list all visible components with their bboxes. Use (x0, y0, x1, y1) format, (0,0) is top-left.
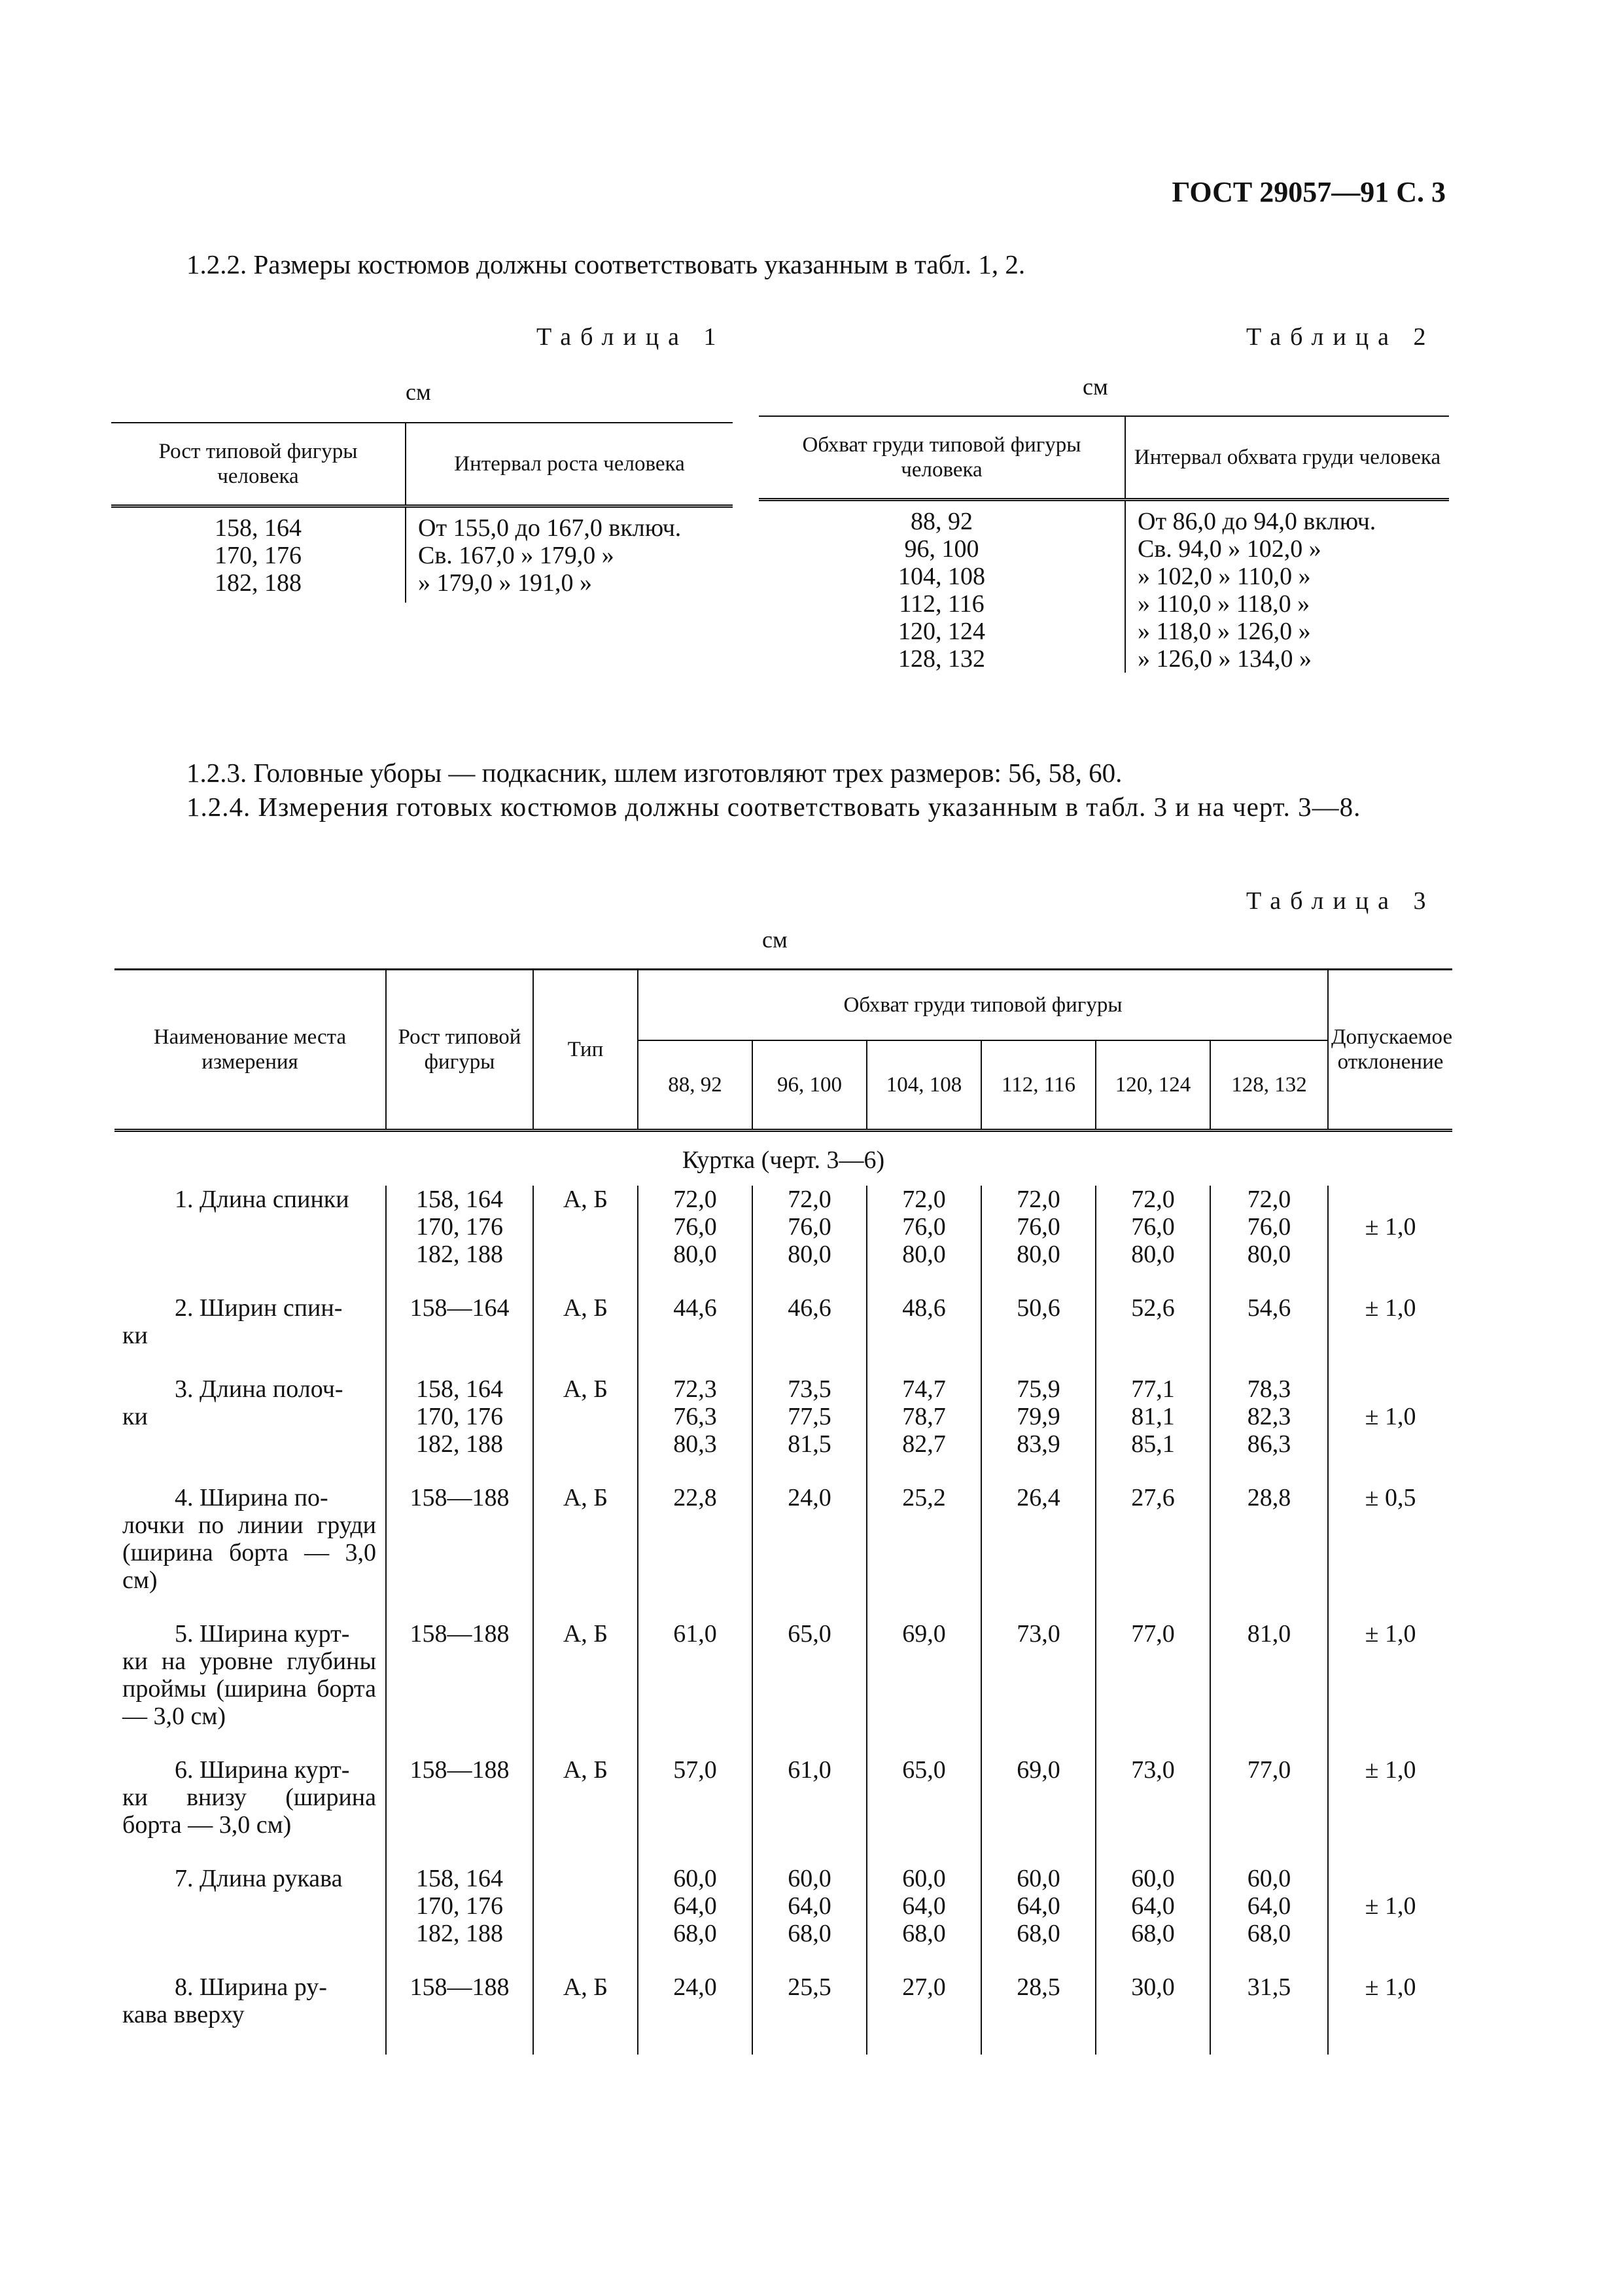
measurement-value: 68,0 (1017, 1920, 1060, 1947)
measurement-value: 80,0 (1247, 1241, 1291, 1268)
measurement-value: 64,0 (788, 1892, 831, 1920)
measurement-value-cell (752, 1620, 867, 1756)
measurement-value: 80,0 (1131, 1241, 1175, 1268)
table2-cell: 112, 116 (899, 590, 985, 618)
figure-height-value: 158, 164 (416, 1865, 503, 1892)
measurement-name-line: 3. Длина полоч- (175, 1375, 343, 1403)
table2-col-chest (759, 500, 1125, 673)
measurement-value-cell (752, 1186, 867, 1294)
measurement-value-cell (1210, 1375, 1328, 1484)
table2-cell: От 86,0 до 94,0 включ. (1138, 508, 1376, 535)
table2-cell: 96, 100 (904, 535, 979, 563)
measurement-name-continuation: ки (122, 1403, 148, 1430)
measurement-value: 81,5 (788, 1430, 831, 1458)
figure-height-value: 158—188 (410, 1756, 510, 1784)
figure-height-value: 170, 176 (416, 1403, 503, 1430)
measurement-value-cell (981, 1756, 1096, 1865)
paragraph-1-2-4: 1.2.4. Измерения готовых костюмов должны соответствовать указанным в табл. 3 и на черт. 3—8. (186, 792, 1361, 822)
figure-height-value: 158—188 (410, 1973, 510, 2001)
table-row (114, 1186, 1452, 1294)
figure-type (533, 1865, 638, 1973)
measurement-value: 69,0 (902, 1620, 946, 1648)
measurement-value: 72,0 (673, 1186, 717, 1213)
measurement-value: 72,0 (902, 1186, 946, 1213)
allowed-deviation: ± 1,0 (1328, 1186, 1452, 1294)
measurement-value-cell (981, 1294, 1096, 1375)
measurement-value: 61,0 (788, 1756, 831, 1784)
measurement-name (114, 1484, 386, 1620)
table3-header-name: Наименование места измерения (114, 970, 386, 1131)
measurement-value-cell (1096, 1375, 1210, 1484)
measurement-value-cell (1210, 1620, 1328, 1756)
figure-height-value: 158—188 (410, 1484, 510, 1511)
measurement-value: 25,2 (902, 1484, 946, 1511)
table1-cell: » 179,0 » 191,0 » (418, 569, 592, 597)
measurement-value: 26,4 (1017, 1484, 1060, 1511)
measurement-value: 68,0 (1247, 1920, 1291, 1947)
table-row (114, 1973, 1452, 2055)
measurement-value-cell (981, 1375, 1096, 1484)
measurement-value: 72,0 (1247, 1186, 1291, 1213)
paragraph-1-2-3: 1.2.3. Головные уборы — подкасник, шлем изготовляют трех размеров: 56, 58, 60. (186, 758, 1123, 788)
table2-cell: 120, 124 (898, 618, 985, 645)
table3-header-chest-size: 120, 124 (1096, 1040, 1210, 1131)
measurement-value-cell (1096, 1294, 1210, 1375)
measurement-value: 24,0 (788, 1484, 831, 1511)
table1-col-interval (406, 506, 733, 603)
measurement-value: 72,0 (1131, 1186, 1175, 1213)
table3-header-chest-size: 88, 92 (638, 1040, 752, 1131)
table1-cell: От 155,0 до 167,0 включ. (418, 514, 682, 542)
figure-height-value: 158, 164 (416, 1375, 503, 1403)
measurement-value: 57,0 (673, 1756, 717, 1784)
measurement-value-cell (752, 1484, 867, 1620)
table2-cell: » 126,0 » 134,0 » (1138, 645, 1312, 673)
measurement-value: 46,6 (788, 1294, 831, 1322)
table-row (114, 1484, 1452, 1620)
measurement-value: 73,0 (1131, 1756, 1175, 1784)
figure-height-value: 158—164 (410, 1294, 510, 1322)
measurement-value-cell (867, 1865, 981, 1973)
measurement-value: 83,9 (1017, 1430, 1060, 1458)
measurement-value: 80,3 (673, 1430, 717, 1458)
measurement-value: 77,0 (1247, 1756, 1291, 1784)
measurement-value: 74,7 (902, 1375, 946, 1403)
figure-height (386, 1865, 533, 1973)
table3-body (114, 1131, 1452, 2055)
measurement-name-line: 1. Длина спинки (175, 1186, 349, 1213)
figure-type: А, Б (533, 1484, 638, 1620)
table1-header-height: Рост типовой фигуры человека (111, 423, 406, 506)
measurement-value-cell (752, 1865, 867, 1973)
measurement-name-continuation: ки на уровне глубины проймы (ширина борта — 3,0 см) (122, 1648, 376, 1730)
measurement-value-cell (1210, 1186, 1328, 1294)
table1-cell: 170, 176 (215, 542, 302, 569)
measurement-name-continuation: лочки по линии груди (ширина борта — 3,0 см) (122, 1511, 376, 1594)
measurement-value: 25,5 (788, 1973, 831, 2001)
figure-height-value: 182, 188 (416, 1920, 503, 1947)
table3-header-chest-size: 128, 132 (1210, 1040, 1328, 1131)
measurement-value-cell (1096, 1620, 1210, 1756)
measurement-name-line: 2. Ширин спин- (175, 1294, 343, 1322)
measurement-value: 28,5 (1017, 1973, 1060, 2001)
figure-type: А, Б (533, 1294, 638, 1375)
measurement-value: 68,0 (1131, 1920, 1175, 1947)
figure-type: А, Б (533, 1620, 638, 1756)
measurement-value: 81,0 (1247, 1620, 1291, 1648)
measurement-value-cell (1096, 1484, 1210, 1620)
table-row (114, 1865, 1452, 1973)
measurement-value: 68,0 (902, 1920, 946, 1947)
measurement-value: 60,0 (788, 1865, 831, 1892)
measurement-name-line: 6. Ширина курт- (175, 1756, 350, 1784)
measurement-value-cell (867, 1756, 981, 1865)
measurement-value-cell (638, 1375, 752, 1484)
measurement-value: 60,0 (1247, 1865, 1291, 1892)
measurement-value-cell (867, 1186, 981, 1294)
measurement-value: 76,0 (902, 1213, 946, 1241)
measurement-value-cell (752, 1756, 867, 1865)
figure-height (386, 1375, 533, 1484)
table1-header-interval: Интервал роста человека (406, 423, 733, 506)
table-row (114, 1294, 1452, 1375)
measurement-name (114, 1756, 386, 1865)
paragraph-1-2-2: 1.2.2. Размеры костюмов должны соответствовать указанным в табл. 1, 2. (186, 249, 1026, 279)
table1-cell: 182, 188 (215, 569, 302, 597)
measurement-name (114, 1865, 386, 1973)
measurement-value-cell (1096, 1186, 1210, 1294)
measurement-value: 75,9 (1017, 1375, 1060, 1403)
measurement-value: 64,0 (1131, 1892, 1175, 1920)
measurement-value: 54,6 (1247, 1294, 1291, 1322)
figure-height (386, 1973, 533, 2055)
measurement-name-continuation: ки внизу (ширина борта — 3,0 см) (122, 1784, 376, 1839)
table2-cell: » 118,0 » 126,0 » (1138, 618, 1311, 645)
measurement-name-continuation: кава вверху (122, 2001, 245, 2028)
measurement-value: 80,0 (788, 1241, 831, 1268)
table1-col-height (111, 506, 406, 603)
measurement-value: 80,0 (902, 1241, 946, 1268)
allowed-deviation: ± 1,0 (1328, 1756, 1452, 1865)
table2-cell: Св. 94,0 » 102,0 » (1138, 535, 1321, 563)
figure-type: А, Б (533, 1186, 638, 1294)
measurement-value: 76,0 (673, 1213, 717, 1241)
measurement-value: 80,0 (1017, 1241, 1060, 1268)
measurement-value: 65,0 (902, 1756, 946, 1784)
table-1 (111, 422, 733, 603)
table-row (114, 1756, 1452, 1865)
measurement-value-cell (1210, 1756, 1328, 1865)
table3-caption: Таблица 3 (1246, 887, 1435, 915)
measurement-value-cell (638, 1973, 752, 2055)
measurement-value: 73,5 (788, 1375, 831, 1403)
measurement-value: 82,7 (902, 1430, 946, 1458)
measurement-value: 81,1 (1131, 1403, 1175, 1430)
measurement-name-line: 5. Ширина курт- (175, 1620, 350, 1648)
measurement-value-cell (981, 1186, 1096, 1294)
measurement-value: 60,0 (1017, 1865, 1060, 1892)
table-row (114, 1375, 1452, 1484)
table-2 (759, 415, 1449, 673)
measurement-value: 22,8 (673, 1484, 717, 1511)
table3-section-title: Куртка (черт. 3—6) (682, 1146, 885, 1174)
measurement-value-cell (752, 1294, 867, 1375)
measurement-value: 64,0 (902, 1892, 946, 1920)
table2-cell: 128, 132 (898, 645, 985, 673)
measurement-value: 76,3 (673, 1403, 717, 1430)
measurement-value-cell (638, 1484, 752, 1620)
measurement-value: 77,1 (1131, 1375, 1175, 1403)
measurement-value-cell (1096, 1973, 1210, 2055)
measurement-value-cell (867, 1973, 981, 2055)
measurement-value: 27,0 (902, 1973, 946, 2001)
measurement-name (114, 1620, 386, 1756)
figure-height (386, 1294, 533, 1375)
measurement-value: 72,0 (788, 1186, 831, 1213)
measurement-name-line: 8. Ширина ру- (175, 1973, 327, 2001)
measurement-value: 64,0 (1017, 1892, 1060, 1920)
measurement-name (114, 1186, 386, 1294)
measurement-name (114, 1294, 386, 1375)
measurement-value-cell (1210, 1294, 1328, 1375)
figure-height-value: 182, 188 (416, 1430, 503, 1458)
measurement-name-continuation: ки (122, 1322, 148, 1349)
table1-cell: 158, 164 (215, 514, 302, 542)
measurement-value: 80,0 (673, 1241, 717, 1268)
measurement-value: 28,8 (1247, 1484, 1291, 1511)
measurement-value-cell (867, 1294, 981, 1375)
measurement-value-cell (867, 1484, 981, 1620)
table1-unit: см (406, 379, 431, 405)
measurement-value: 72,0 (1017, 1186, 1060, 1213)
table2-unit: см (1083, 374, 1108, 400)
table3-header-deviation: Допускаемое отклонение (1328, 970, 1452, 1131)
measurement-value-cell (981, 1865, 1096, 1973)
measurement-value: 24,0 (673, 1973, 717, 2001)
table3-header-type: Тип (533, 970, 638, 1131)
measurement-value: 77,5 (788, 1403, 831, 1430)
measurement-value-cell (981, 1484, 1096, 1620)
measurement-value-cell (1210, 1865, 1328, 1973)
measurement-value: 64,0 (1247, 1892, 1291, 1920)
measurement-value: 78,3 (1247, 1375, 1291, 1403)
table-row (114, 1620, 1452, 1756)
measurement-value: 30,0 (1131, 1973, 1175, 2001)
measurement-value: 50,6 (1017, 1294, 1060, 1322)
measurement-value: 69,0 (1017, 1756, 1060, 1784)
table2-header-interval: Интервал обхвата груди человека (1125, 416, 1449, 500)
figure-height (386, 1620, 533, 1756)
measurement-value: 64,0 (673, 1892, 717, 1920)
figure-height-value: 158—188 (410, 1620, 510, 1648)
figure-type: А, Б (533, 1756, 638, 1865)
measurement-value: 27,6 (1131, 1484, 1175, 1511)
measurement-value: 52,6 (1131, 1294, 1175, 1322)
measurement-value: 48,6 (902, 1294, 946, 1322)
measurement-value: 68,0 (673, 1920, 717, 1947)
figure-height (386, 1484, 533, 1620)
measurement-value: 76,0 (1247, 1213, 1291, 1241)
table2-caption: Таблица 2 (1246, 323, 1435, 351)
measurement-value: 31,5 (1247, 1973, 1291, 2001)
measurement-value-cell (638, 1620, 752, 1756)
measurement-value: 82,3 (1247, 1403, 1291, 1430)
measurement-value: 77,0 (1131, 1620, 1175, 1648)
measurement-value-cell (1210, 1484, 1328, 1620)
table3-header-chest-size: 104, 108 (867, 1040, 981, 1131)
table2-cell: 88, 92 (911, 508, 973, 535)
figure-type: А, Б (533, 1973, 638, 2055)
figure-height-value: 170, 176 (416, 1892, 503, 1920)
measurement-value: 78,7 (902, 1403, 946, 1430)
measurement-name (114, 1375, 386, 1484)
allowed-deviation: ± 1,0 (1328, 1375, 1452, 1484)
allowed-deviation: ± 1,0 (1328, 1294, 1452, 1375)
measurement-value: 85,1 (1131, 1430, 1175, 1458)
measurement-value-cell (981, 1620, 1096, 1756)
figure-type: А, Б (533, 1375, 638, 1484)
allowed-deviation: ± 1,0 (1328, 1865, 1452, 1973)
allowed-deviation: ± 0,5 (1328, 1484, 1452, 1620)
measurement-name-line: 4. Ширина по- (175, 1484, 328, 1511)
measurement-name (114, 1973, 386, 2055)
measurement-value-cell (1096, 1756, 1210, 1865)
measurement-value: 68,0 (788, 1920, 831, 1947)
table2-cell: » 102,0 » 110,0 » (1138, 563, 1311, 590)
figure-height-value: 158, 164 (416, 1186, 503, 1213)
measurement-value: 76,0 (788, 1213, 831, 1241)
figure-height (386, 1186, 533, 1294)
table3-header-chest-size: 112, 116 (981, 1040, 1096, 1131)
table1-caption: Таблица 1 (536, 323, 725, 351)
figure-height-value: 170, 176 (416, 1213, 503, 1241)
measurement-value: 44,6 (673, 1294, 717, 1322)
measurement-value: 73,0 (1017, 1620, 1060, 1648)
table3-unit: см (762, 927, 788, 953)
measurement-value: 76,0 (1131, 1213, 1175, 1241)
measurement-value-cell (638, 1865, 752, 1973)
measurement-value-cell (1096, 1865, 1210, 1973)
table3-header-chest: Обхват груди типовой фигуры (638, 970, 1328, 1041)
measurement-value-cell (638, 1756, 752, 1865)
allowed-deviation: ± 1,0 (1328, 1973, 1452, 2055)
measurement-value: 76,0 (1017, 1213, 1060, 1241)
table2-header-chest: Обхват груди типовой фигуры человека (759, 416, 1125, 500)
measurement-value: 61,0 (673, 1620, 717, 1648)
measurement-value: 86,3 (1247, 1430, 1291, 1458)
measurement-value-cell (752, 1973, 867, 2055)
measurement-value-cell (1210, 1973, 1328, 2055)
measurement-value: 60,0 (673, 1865, 717, 1892)
measurement-value-cell (638, 1186, 752, 1294)
allowed-deviation: ± 1,0 (1328, 1620, 1452, 1756)
table2-cell: 104, 108 (898, 563, 985, 590)
measurement-value: 72,3 (673, 1375, 717, 1403)
measurement-value: 60,0 (902, 1865, 946, 1892)
table1-cell: Св. 167,0 » 179,0 » (418, 542, 614, 569)
table3-header-height: Рост типовой фигуры (386, 970, 533, 1131)
measurement-value-cell (867, 1620, 981, 1756)
measurement-name-line: 7. Длина рукава (175, 1865, 343, 1892)
table-3 (114, 968, 1452, 2055)
measurement-value: 65,0 (788, 1620, 831, 1648)
table2-col-interval (1125, 500, 1449, 673)
measurement-value-cell (638, 1294, 752, 1375)
measurement-value: 60,0 (1131, 1865, 1175, 1892)
page-header: ГОСТ 29057—91 С. 3 (1172, 176, 1446, 208)
figure-height (386, 1756, 533, 1865)
table3-header-chest-size: 96, 100 (752, 1040, 867, 1131)
measurement-value-cell (752, 1375, 867, 1484)
figure-height-value: 182, 188 (416, 1241, 503, 1268)
table2-cell: » 110,0 » 118,0 » (1138, 590, 1310, 618)
measurement-value: 79,9 (1017, 1403, 1060, 1430)
measurement-value-cell (981, 1973, 1096, 2055)
measurement-value-cell (867, 1375, 981, 1484)
